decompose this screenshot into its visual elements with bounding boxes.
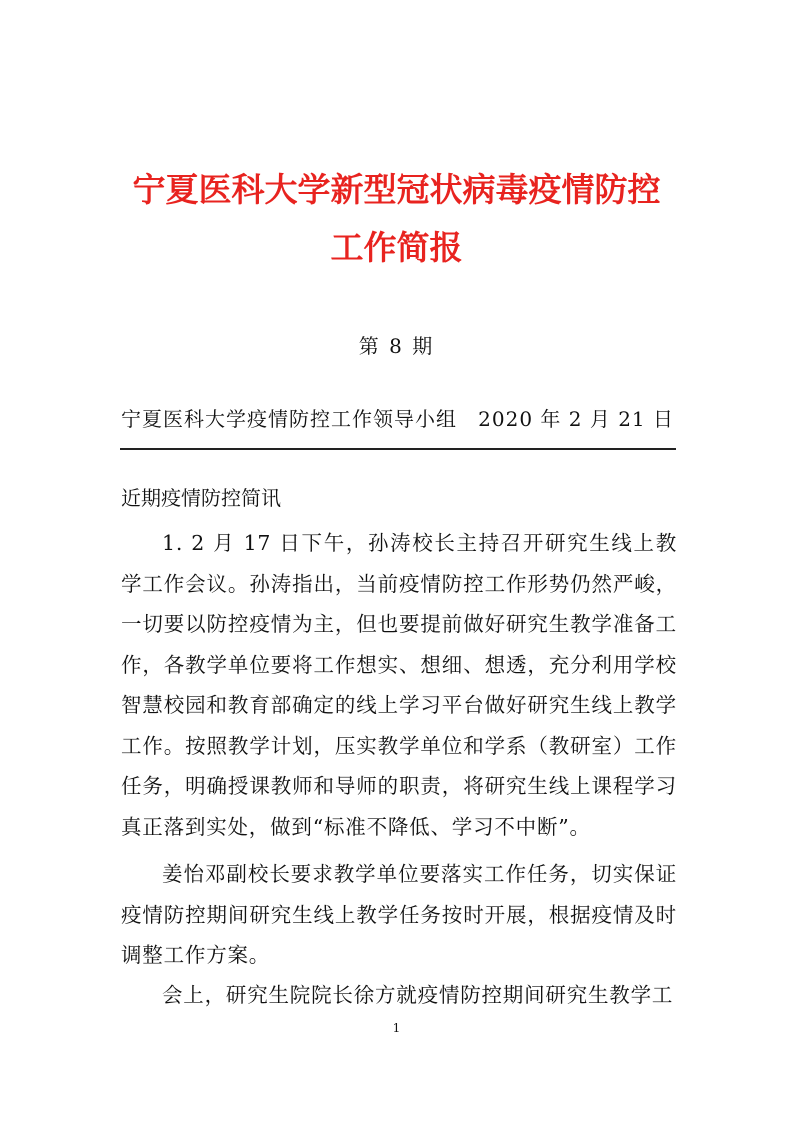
page-number: 1 <box>392 1021 401 1035</box>
header-divider <box>120 448 676 450</box>
document-title-line-1: 宁夏医科大学新型冠状病毒疫情防控 <box>132 170 661 209</box>
issuing-organization: 宁夏医科大学疫情防控工作领导小组 <box>121 407 457 431</box>
issue-number: 第 8 期 <box>358 334 435 358</box>
byline <box>121 404 674 434</box>
section-title: 近期疫情防控简讯 <box>121 486 281 510</box>
document-title-line-2: 工作简报 <box>330 228 463 267</box>
paragraph-2: 姜怡邓副校长要求教学单位要落实工作任务，切实保证疫情防控期间研究生线上教学任务按时开展，根据疫情及时调整工作方案。 <box>121 862 677 967</box>
paragraph-3: 会上，研究生院院长徐方就疫情防控期间研究生教学工 <box>162 983 674 1007</box>
paragraph-1: 1. 2 月 17 日下午，孙涛校长主持召开研究生线上教学工作会议。孙涛指出，当前疫情防控工作形势仍然严峻，一切要以防控疫情为主，但也要提前做好研究生教学准备工作，各教学单位要将工作想实、想细、想透，充分利用学校智慧校园和教育部确定的线上学习平台做好研究生线上教学工作。按照教学计划，压实教学单位和学系（教研室）工作任务，明确授课教师和导师的职责，将研究生线上课程学习真正落到实处，做到“标准不降低、学习不中断”。 <box>121 531 677 839</box>
issue-date: 2020 年 2 月 21 日 <box>478 407 674 431</box>
